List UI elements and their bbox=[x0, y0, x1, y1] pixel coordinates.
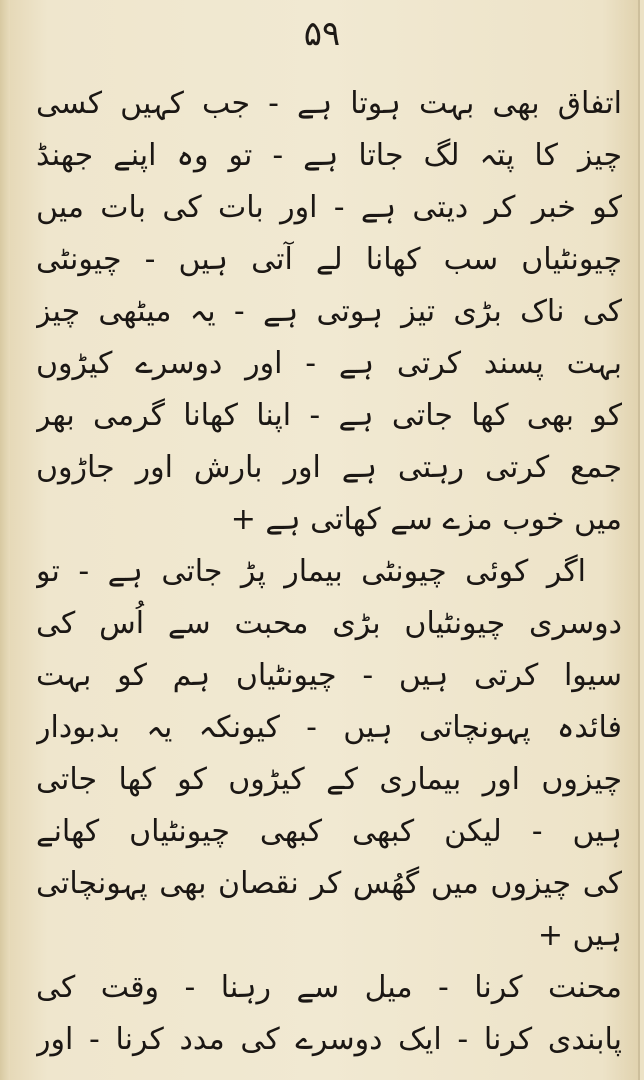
text-line: پابندی کرنا - ایک دوسرے کی مدد کرنا - اور bbox=[36, 1022, 622, 1057]
text-line: سیوا کرتی ہیں - چیونٹیاں ہم کو بہت bbox=[36, 658, 622, 693]
paragraph-end-line: میں خوب مزے سے کھاتی ہے + bbox=[230, 502, 622, 537]
paragraph-end-line: ہیں + bbox=[537, 918, 622, 953]
text-line: محنت کرنا - میل سے رہنا - وقت کی bbox=[36, 970, 622, 1005]
text-line: چیزوں اور بیماری کے کیڑوں کو کھا جاتی bbox=[36, 762, 622, 797]
text-line: جمع کرتی رہتی ہے اور بارش اور جاڑوں bbox=[36, 450, 622, 485]
text-line: اتفاق بھی بہت ہوتا ہے - جب کہیں کسی bbox=[36, 86, 622, 121]
text-line: کی چیزوں میں گھُس کر نقصان بھی پہونچاتی bbox=[36, 866, 622, 901]
text-line: فائدہ پہونچاتی ہیں - کیونکہ یہ بدبودار bbox=[36, 710, 622, 745]
text-line: کی ناک بڑی تیز ہوتی ہے - یہ میٹھی چیز bbox=[36, 294, 622, 329]
text-line: دوسری چیونٹیاں بڑی محبت سے اُس کی bbox=[36, 606, 622, 641]
page-number: ۵۹ bbox=[303, 14, 341, 54]
paragraph-start-line: اگر کوئی چیونٹی بیمار پڑ جاتی ہے - تو bbox=[36, 554, 586, 589]
text-line: چیونٹیاں سب کھانا لے آتی ہیں - چیونٹی bbox=[36, 242, 622, 277]
text-line: بہت پسند کرتی ہے - اور دوسرے کیڑوں bbox=[36, 346, 622, 381]
text-line: کو خبر کر دیتی ہے - اور بات کی بات میں bbox=[36, 190, 622, 225]
text-line: ہیں - لیکن کبھی کبھی چیونٹیاں کھانے bbox=[36, 814, 622, 849]
page-text bbox=[36, 78, 622, 1066]
text-line: کو بھی کھا جاتی ہے - اپنا کھانا گرمی بھر bbox=[36, 398, 622, 433]
text-line: چیز کا پتہ لگ جاتا ہے - تو وہ اپنے جھنڈ bbox=[36, 138, 622, 173]
page-binding-edge bbox=[0, 0, 10, 1080]
